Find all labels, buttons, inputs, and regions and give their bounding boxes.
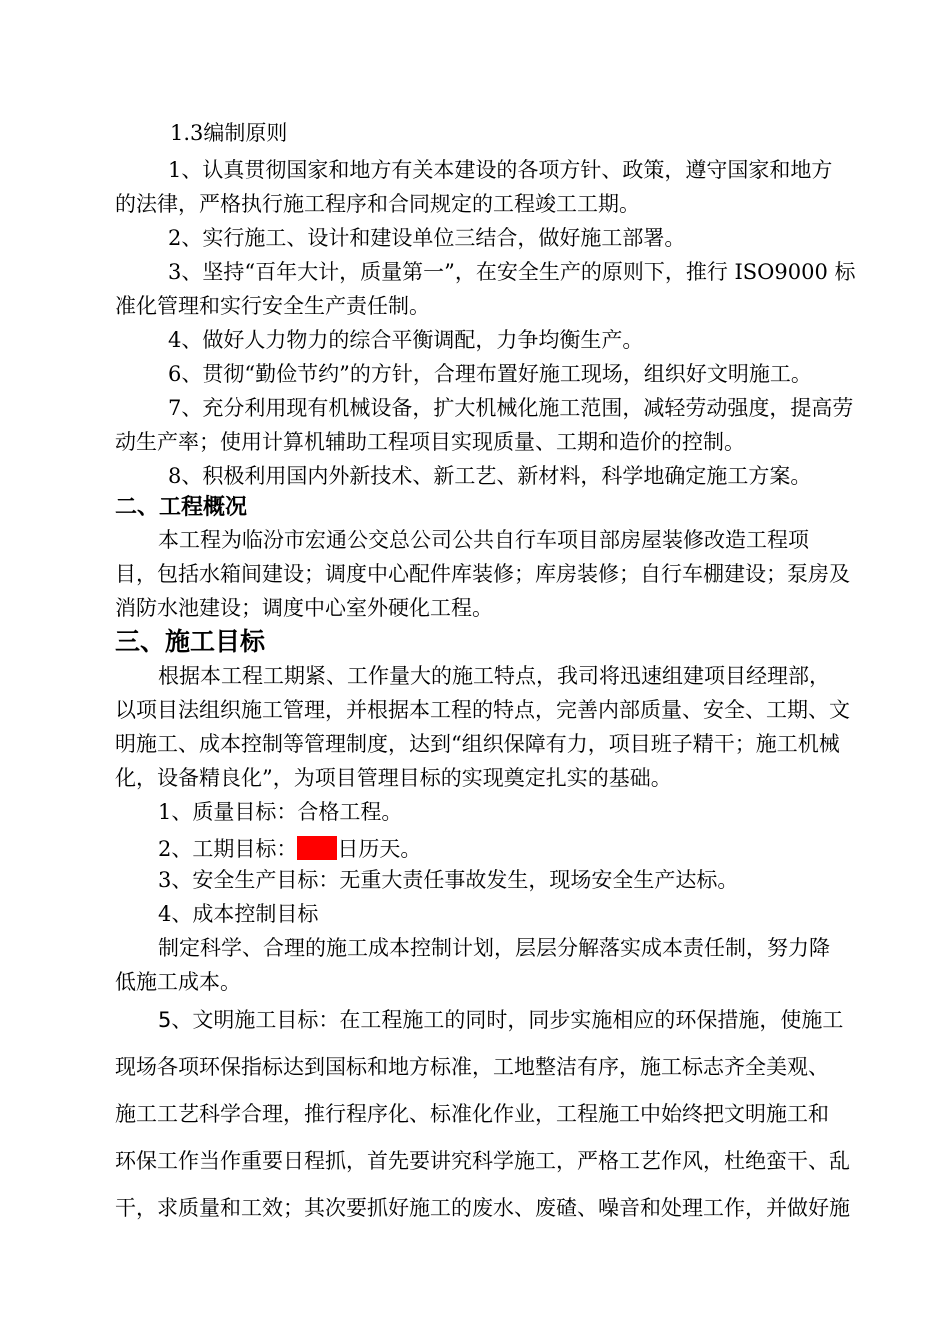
principle-3-line-2: 准化管理和实行安全生产责任制。: [115, 294, 430, 318]
principle-8: 8、积极利用国内外新技术、新工艺、新材料，科学地确定施工方案。: [168, 464, 812, 488]
principle-7-line-1: 7、充分利用现有机械设备，扩大机械化施工范围，减轻劳动强度，提高劳: [168, 396, 854, 420]
section-3-heading: 三、施工目标: [115, 627, 266, 656]
overview-line-2: 目，包括水箱间建设；调度中心配件库装修；库房装修；自行车棚建设；泵房及: [115, 562, 850, 586]
principle-1-line-2: 的法律，严格执行施工程序和合同规定的工程竣工工期。: [115, 192, 640, 216]
goal-schedule-prefix: 2、工期目标：: [158, 837, 298, 861]
goal-civilized-line-5: 干，求质量和工效；其次要抓好施工的废水、废碴、噪音和处理工作，并做好施: [115, 1196, 850, 1220]
section-2-heading: 二、工程概况: [115, 494, 248, 520]
goals-intro-line-3: 明施工、成本控制等管理制度，达到“组织保障有力，项目班子精干；施工机械: [115, 732, 840, 756]
goal-civilized-line-1: 5、文明施工目标：在工程施工的同时，同步实施相应的环保措施，使施工: [158, 1008, 844, 1032]
principle-3-line-1: 3、坚持“百年大计，质量第一”，在安全生产的原则下，推行 ISO9000 标: [168, 260, 856, 284]
goal-safety: 3、安全生产目标：无重大责任事故发生，现场安全生产达标。: [158, 868, 739, 892]
principle-7-line-2: 动生产率；使用计算机辅助工程项目实现质量、工期和造价的控制。: [115, 430, 745, 454]
goal-schedule: [158, 836, 421, 860]
section-1-3-title: 1.3编制原则: [170, 121, 288, 145]
goals-intro-line-1: 根据本工程工期紧、工作量大的施工特点，我司将迅速组建项目经理部，: [158, 664, 830, 688]
goal-cost-line-1: 制定科学、合理的施工成本控制计划，层层分解落实成本责任制，努力降: [158, 936, 830, 960]
goals-intro-line-2: 以项目法组织施工管理，并根据本工程的特点，完善内部质量、安全、工期、文: [115, 698, 850, 722]
redaction-block: [297, 836, 337, 860]
overview-line-1: 本工程为临汾市宏通公交总公司公共自行车项目部房屋装修改造工程项: [158, 528, 809, 552]
goal-schedule-suffix: 日历天。: [337, 837, 422, 861]
goal-civilized-line-3: 施工工艺科学合理，推行程序化、标准化作业，工程施工中始终把文明施工和: [115, 1102, 829, 1126]
goal-cost-title: 4、成本控制目标: [158, 902, 319, 926]
principle-6: 6、贯彻“勤俭节约”的方针，合理布置好施工现场，组织好文明施工。: [168, 362, 812, 386]
principle-2: 2、实行施工、设计和建设单位三结合，做好施工部署。: [168, 226, 686, 250]
goal-quality: 1、质量目标：合格工程。: [158, 800, 403, 824]
goal-civilized-line-4: 环保工作当作重要日程抓，首先要讲究科学施工，严格工艺作风，杜绝蛮干、乱: [115, 1149, 850, 1173]
principle-4: 4、做好人力物力的综合平衡调配，力争均衡生产。: [168, 328, 644, 352]
principle-1-line-1: 1、认真贯彻国家和地方有关本建设的各项方针、政策，遵守国家和地方: [168, 158, 833, 182]
goals-intro-line-4: 化，设备精良化”，为项目管理目标的实现奠定扎实的基础。: [115, 766, 672, 790]
overview-line-3: 消防水池建设；调度中心室外硬化工程。: [115, 596, 493, 620]
goal-civilized-line-2: 现场各项环保指标达到国标和地方标准，工地整洁有序，施工标志齐全美观、: [115, 1055, 829, 1079]
goal-cost-line-2: 低施工成本。: [115, 970, 241, 994]
